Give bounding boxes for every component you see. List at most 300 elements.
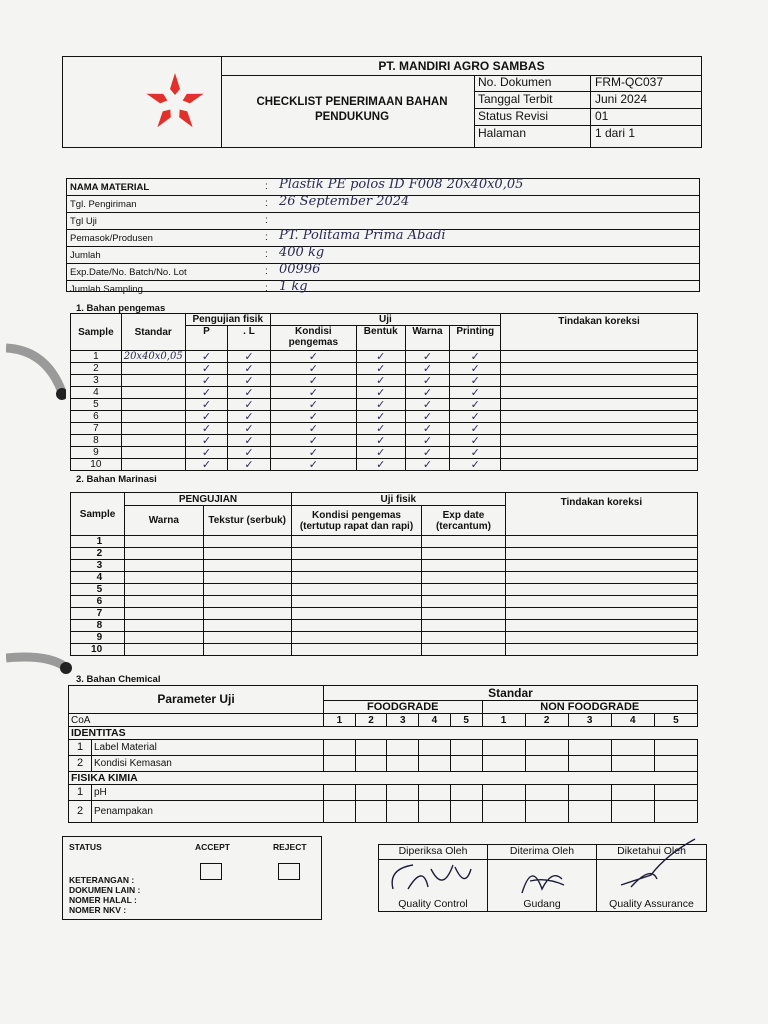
col-tindakan: Tindakan koreksi — [505, 493, 697, 536]
check-mark-icon: ✓ — [185, 447, 228, 459]
check-mark-icon: ✓ — [185, 375, 228, 387]
col-tekstur: Tekstur (serbuk) — [203, 506, 291, 536]
doc-field-label: Tanggal Terbit — [475, 92, 591, 108]
coa-label: CoA — [69, 714, 324, 727]
info-label: Exp.Date/No. Batch/No. Lot — [70, 267, 187, 278]
signature-title: Diterima Oleh — [488, 845, 596, 860]
signature-role: Quality Assurance — [609, 898, 694, 910]
check-mark-icon: ✓ — [270, 399, 356, 411]
table-row — [71, 644, 698, 656]
check-mark-icon: ✓ — [356, 351, 405, 363]
entry-cell[interactable] — [125, 632, 203, 644]
check-mark-icon: ✓ — [228, 459, 271, 471]
check-mark-icon: ✓ — [228, 411, 271, 423]
check-mark-icon: ✓ — [405, 351, 450, 363]
entry-cell[interactable] — [419, 801, 451, 823]
reject-label: REJECT — [273, 842, 307, 852]
col-exp: Exp date (tercantum) — [422, 506, 506, 536]
sample-number: 8 — [71, 435, 122, 447]
info-label: Tgl. Pengiriman — [70, 199, 137, 210]
col-warna: Warna — [405, 326, 450, 351]
dokumen-lain-label: DOKUMEN LAIN : — [69, 885, 141, 895]
standar-value — [121, 423, 185, 435]
check-mark-icon: ✓ — [450, 423, 501, 435]
document-header — [62, 56, 702, 148]
check-mark-icon: ✓ — [270, 411, 356, 423]
check-mark-icon: ✓ — [356, 363, 405, 375]
check-mark-icon: ✓ — [185, 435, 228, 447]
entry-cell[interactable] — [505, 560, 697, 572]
entry-cell[interactable] — [505, 596, 697, 608]
col-standar: Standar — [121, 314, 185, 351]
table-row — [71, 435, 698, 447]
check-mark-icon: ✓ — [405, 399, 450, 411]
sample-number: 7 — [71, 608, 125, 620]
table-row — [71, 632, 698, 644]
doc-field-value: 01 — [595, 109, 609, 123]
check-mark-icon: ✓ — [356, 399, 405, 411]
sample-number: 4 — [71, 572, 125, 584]
check-mark-icon: ✓ — [450, 399, 501, 411]
signature-title: Diketahui Oleh — [597, 845, 706, 860]
check-mark-icon: ✓ — [270, 447, 356, 459]
check-mark-icon: ✓ — [270, 351, 356, 363]
standar-value — [121, 399, 185, 411]
sample-number: 4 — [71, 387, 122, 399]
signature-table — [378, 844, 707, 912]
col-sample: Sample — [71, 314, 122, 351]
entry-cell[interactable] — [422, 632, 506, 644]
check-mark-icon: ✓ — [356, 411, 405, 423]
doc-field-label: Halaman — [475, 126, 591, 148]
entry-cell[interactable] — [324, 756, 356, 772]
entry-cell[interactable] — [355, 740, 387, 756]
entry-cell[interactable] — [654, 740, 697, 756]
table-row — [71, 560, 698, 572]
entry-cell[interactable] — [422, 560, 506, 572]
entry-cell[interactable] — [525, 801, 568, 823]
signature-mark — [512, 859, 572, 897]
check-mark-icon: ✓ — [450, 435, 501, 447]
table-row — [71, 459, 698, 471]
table-row — [71, 423, 698, 435]
col-warna: Warna — [125, 506, 203, 536]
info-label: Jumlah — [70, 250, 101, 261]
entry-cell[interactable] — [125, 584, 203, 596]
col-uji-fisik: Uji fisik — [291, 493, 505, 506]
table-row — [71, 363, 698, 375]
coa-number: 4 — [611, 714, 654, 727]
standar-value — [121, 411, 185, 423]
check-mark-icon: ✓ — [405, 435, 450, 447]
row-number: 1 — [69, 740, 92, 756]
entry-cell[interactable] — [505, 620, 697, 632]
check-mark-icon: ✓ — [450, 447, 501, 459]
doc-field-value: Juni 2024 — [595, 92, 648, 106]
row-label: Kondisi Kemasan — [92, 756, 324, 772]
check-mark-icon: ✓ — [228, 351, 271, 363]
check-mark-icon: ✓ — [450, 351, 501, 363]
entry-cell[interactable] — [654, 801, 697, 823]
tindakan-cell[interactable] — [501, 447, 698, 459]
check-mark-icon: ✓ — [450, 411, 501, 423]
coa-number: 1 — [324, 714, 356, 727]
entry-cell[interactable] — [291, 644, 421, 656]
table-row — [71, 620, 698, 632]
entry-cell[interactable] — [203, 644, 291, 656]
entry-cell[interactable] — [422, 596, 506, 608]
entry-cell[interactable] — [203, 572, 291, 584]
entry-cell[interactable] — [291, 608, 421, 620]
tindakan-cell[interactable] — [501, 387, 698, 399]
info-value: 00996 — [279, 262, 321, 277]
standar-value — [121, 387, 185, 399]
entry-cell[interactable] — [422, 536, 506, 548]
check-mark-icon: ✓ — [356, 387, 405, 399]
entry-cell[interactable] — [355, 801, 387, 823]
entry-cell[interactable] — [203, 620, 291, 632]
row-label: pH — [92, 785, 324, 801]
entry-cell[interactable] — [291, 632, 421, 644]
entry-cell[interactable] — [419, 740, 451, 756]
entry-cell[interactable] — [203, 560, 291, 572]
signature-cell — [597, 845, 706, 911]
entry-cell[interactable] — [505, 584, 697, 596]
coa-number: 3 — [568, 714, 611, 727]
entry-cell[interactable] — [654, 756, 697, 772]
tindakan-cell[interactable] — [501, 399, 698, 411]
row-number: 2 — [69, 756, 92, 772]
entry-cell[interactable] — [387, 785, 419, 801]
tindakan-cell[interactable] — [501, 435, 698, 447]
coa-number: 1 — [482, 714, 525, 727]
table-row — [71, 608, 698, 620]
entry-cell[interactable] — [203, 548, 291, 560]
sample-number: 2 — [71, 363, 122, 375]
sample-number: 5 — [71, 399, 122, 411]
entry-cell[interactable] — [422, 584, 506, 596]
nomer-halal-label: NOMER HALAL : — [69, 895, 137, 905]
entry-cell[interactable] — [387, 740, 419, 756]
entry-cell[interactable] — [505, 536, 697, 548]
coa-number: 5 — [450, 714, 482, 727]
doc-field-label: No. Dokumen — [475, 75, 591, 91]
entry-cell[interactable] — [505, 644, 697, 656]
entry-cell[interactable] — [525, 785, 568, 801]
table-row — [71, 548, 698, 560]
section3-title: 3. Bahan Chemical — [76, 674, 161, 685]
entry-cell[interactable] — [203, 536, 291, 548]
entry-cell[interactable] — [450, 740, 482, 756]
info-value: 26 September 2024 — [279, 194, 410, 209]
standar-value — [121, 363, 185, 375]
reject-checkbox[interactable] — [278, 863, 300, 880]
entry-cell[interactable] — [324, 801, 356, 823]
check-mark-icon: ✓ — [405, 363, 450, 375]
entry-cell[interactable] — [450, 801, 482, 823]
section2-title: 2. Bahan Marinasi — [76, 474, 157, 485]
entry-cell[interactable] — [654, 785, 697, 801]
check-mark-icon: ✓ — [228, 435, 271, 447]
standar-value: 20x40x0,05 — [121, 351, 185, 363]
sample-number: 6 — [71, 411, 122, 423]
check-mark-icon: ✓ — [356, 447, 405, 459]
table-row — [71, 399, 698, 411]
entry-cell[interactable] — [422, 548, 506, 560]
check-mark-icon: ✓ — [228, 375, 271, 387]
tindakan-cell[interactable] — [501, 351, 698, 363]
section1-table — [70, 313, 698, 471]
status-box — [62, 836, 322, 920]
entry-cell[interactable] — [422, 644, 506, 656]
entry-cell[interactable] — [324, 740, 356, 756]
check-mark-icon: ✓ — [270, 387, 356, 399]
info-label: Tgl Uji — [70, 216, 97, 227]
entry-cell[interactable] — [291, 548, 421, 560]
entry-cell[interactable] — [291, 584, 421, 596]
fisika-kimia-label: FISIKA KIMIA — [69, 772, 698, 785]
entry-cell[interactable] — [291, 572, 421, 584]
tindakan-cell[interactable] — [501, 411, 698, 423]
doc-field-label: Status Revisi — [475, 109, 591, 125]
table-row — [71, 387, 698, 399]
entry-cell[interactable] — [568, 785, 611, 801]
entry-cell[interactable] — [505, 548, 697, 560]
signature-cell — [488, 845, 597, 911]
entry-cell[interactable] — [568, 740, 611, 756]
keterangan-label: KETERANGAN : — [69, 875, 135, 885]
entry-cell[interactable] — [482, 785, 525, 801]
signature-role: Gudang — [523, 898, 561, 910]
sample-number: 7 — [71, 423, 122, 435]
check-mark-icon: ✓ — [270, 459, 356, 471]
foodgrade-header: FOODGRADE — [324, 701, 482, 714]
entry-cell[interactable] — [525, 756, 568, 772]
parameter-uji: Parameter Uji — [69, 686, 324, 714]
standar-value — [121, 435, 185, 447]
col-tindakan: Tindakan koreksi — [501, 314, 698, 351]
signature-mark — [611, 835, 701, 895]
coa-number: 5 — [654, 714, 697, 727]
section3-table — [68, 685, 698, 823]
standar-value — [121, 459, 185, 471]
accept-label: ACCEPT — [195, 842, 230, 852]
tindakan-cell[interactable] — [501, 423, 698, 435]
entry-cell[interactable] — [291, 560, 421, 572]
info-value: PT. Politama Prima Abadi — [279, 228, 446, 243]
info-value: Plastik PE polos ID F008 20x40x0,05 — [279, 177, 524, 192]
entry-cell[interactable] — [482, 801, 525, 823]
entry-cell[interactable] — [324, 785, 356, 801]
sample-number: 2 — [71, 548, 125, 560]
sample-number: 5 — [71, 584, 125, 596]
check-mark-icon: ✓ — [270, 363, 356, 375]
sample-number: 3 — [71, 375, 122, 387]
signature-mark — [383, 859, 479, 897]
col-pengujian: PENGUJIAN — [125, 493, 292, 506]
tindakan-cell[interactable] — [501, 363, 698, 375]
check-mark-icon: ✓ — [356, 375, 405, 387]
entry-cell[interactable] — [525, 740, 568, 756]
sample-number: 10 — [71, 459, 122, 471]
check-mark-icon: ✓ — [356, 459, 405, 471]
entry-cell[interactable] — [419, 785, 451, 801]
entry-cell[interactable] — [125, 644, 203, 656]
entry-cell[interactable] — [125, 620, 203, 632]
check-mark-icon: ✓ — [405, 411, 450, 423]
entry-cell[interactable] — [203, 596, 291, 608]
coa-number: 2 — [355, 714, 387, 727]
signature-role: Quality Control — [398, 898, 468, 910]
col-printing: Printing — [450, 326, 501, 351]
entry-cell[interactable] — [568, 801, 611, 823]
col-pengujian-fisik: Pengujian fisik — [185, 314, 270, 326]
table-row — [71, 536, 698, 548]
section1-title: 1. Bahan pengemas — [76, 303, 166, 314]
check-mark-icon: ✓ — [270, 435, 356, 447]
check-mark-icon: ✓ — [450, 363, 501, 375]
identitas-label: IDENTITAS — [69, 727, 698, 740]
sample-number: 10 — [71, 644, 125, 656]
entry-cell[interactable] — [125, 536, 203, 548]
table-row — [71, 447, 698, 459]
tindakan-cell[interactable] — [501, 459, 698, 471]
entry-cell[interactable] — [611, 740, 654, 756]
sample-number: 1 — [71, 351, 122, 363]
entry-cell[interactable] — [387, 801, 419, 823]
check-mark-icon: ✓ — [185, 363, 228, 375]
signature-title: Diperiksa Oleh — [379, 845, 487, 860]
binder-ring-bottom — [6, 628, 76, 678]
entry-cell[interactable] — [611, 801, 654, 823]
check-mark-icon: ✓ — [228, 447, 271, 459]
check-mark-icon: ✓ — [270, 423, 356, 435]
table-row — [71, 411, 698, 423]
entry-cell[interactable] — [355, 785, 387, 801]
info-label: NAMA MATERIAL — [70, 182, 150, 193]
check-mark-icon: ✓ — [185, 351, 228, 363]
entry-cell[interactable] — [125, 560, 203, 572]
check-mark-icon: ✓ — [185, 399, 228, 411]
info-value: 400 kg — [279, 245, 325, 260]
status-label: STATUS — [69, 842, 102, 852]
entry-cell[interactable] — [203, 632, 291, 644]
check-mark-icon: ✓ — [185, 423, 228, 435]
check-mark-icon: ✓ — [228, 423, 271, 435]
entry-cell[interactable] — [125, 572, 203, 584]
entry-cell[interactable] — [482, 756, 525, 772]
check-mark-icon: ✓ — [450, 387, 501, 399]
nomer-nkv-label: NOMER NKV : — [69, 905, 127, 915]
standar-value — [121, 447, 185, 459]
check-mark-icon: ✓ — [228, 363, 271, 375]
sample-number: 6 — [71, 596, 125, 608]
entry-cell[interactable] — [125, 596, 203, 608]
non-foodgrade-header: NON FOODGRADE — [482, 701, 698, 714]
row-label: Penampakan — [92, 801, 324, 823]
entry-cell[interactable] — [203, 584, 291, 596]
coa-number: 2 — [525, 714, 568, 727]
signature-cell — [379, 845, 488, 911]
entry-cell[interactable] — [419, 756, 451, 772]
check-mark-icon: ✓ — [356, 423, 405, 435]
entry-cell[interactable] — [422, 608, 506, 620]
check-mark-icon: ✓ — [405, 447, 450, 459]
entry-cell[interactable] — [291, 536, 421, 548]
table-row — [71, 584, 698, 596]
sample-number: 8 — [71, 620, 125, 632]
info-value: 1 kg — [279, 279, 308, 294]
check-mark-icon: ✓ — [405, 459, 450, 471]
sample-number: 3 — [71, 560, 125, 572]
form-title: CHECKLIST PENERIMAAN BAHAN PENDUKUNG — [256, 96, 448, 123]
col-p: P — [185, 326, 228, 351]
check-mark-icon: ✓ — [405, 423, 450, 435]
doc-fields — [475, 75, 701, 148]
check-mark-icon: ✓ — [270, 375, 356, 387]
check-mark-icon: ✓ — [450, 459, 501, 471]
col-bentuk: Bentuk — [356, 326, 405, 351]
entry-cell[interactable] — [125, 608, 203, 620]
row-number: 1 — [69, 785, 92, 801]
table-row — [71, 375, 698, 387]
entry-cell[interactable] — [422, 572, 506, 584]
entry-cell[interactable] — [125, 548, 203, 560]
sample-number: 9 — [71, 447, 122, 459]
check-mark-icon: ✓ — [405, 387, 450, 399]
table-row — [71, 572, 698, 584]
col-l: . L — [228, 326, 271, 351]
check-mark-icon: ✓ — [228, 399, 271, 411]
entry-cell[interactable] — [450, 756, 482, 772]
check-mark-icon: ✓ — [185, 411, 228, 423]
entry-cell[interactable] — [203, 608, 291, 620]
table-row — [71, 351, 698, 363]
entry-cell[interactable] — [482, 740, 525, 756]
entry-cell[interactable] — [505, 632, 697, 644]
coa-number: 3 — [387, 714, 419, 727]
tindakan-cell[interactable] — [501, 375, 698, 387]
entry-cell[interactable] — [422, 620, 506, 632]
material-info: NAMA MATERIAL : Plastik PE polos ID F008 20x40x0,05 Tgl. Pengiriman : 26 September 2024 Tgl Uji : Pemasok/Produsen : PT. Politama Prima Abadi Jumlah : 400 kg Exp.Date/No. Batch/No. Lot : 00996 Jumlah Sampling : 1 kg — [66, 178, 700, 292]
entry-cell[interactable] — [450, 785, 482, 801]
info-label: Jumlah Sampling — [70, 284, 143, 295]
check-mark-icon: ✓ — [185, 387, 228, 399]
entry-cell[interactable] — [505, 572, 697, 584]
entry-cell[interactable] — [611, 785, 654, 801]
entry-cell[interactable] — [291, 596, 421, 608]
binder-ring-top — [6, 340, 66, 404]
entry-cell[interactable] — [291, 620, 421, 632]
company-name: PT. MANDIRI AGRO SAMBAS — [222, 57, 701, 76]
entry-cell[interactable] — [611, 756, 654, 772]
entry-cell[interactable] — [568, 756, 611, 772]
col-sample: Sample — [71, 493, 125, 536]
entry-cell[interactable] — [387, 756, 419, 772]
doc-field-value: 1 dari 1 — [595, 126, 636, 140]
table-row — [71, 596, 698, 608]
entry-cell[interactable] — [505, 608, 697, 620]
col-kondisi: Kondisi pengemas — [270, 326, 356, 351]
entry-cell[interactable] — [355, 756, 387, 772]
row-label: Label Material — [92, 740, 324, 756]
col-uji: Uji — [270, 314, 500, 326]
accept-checkbox[interactable] — [200, 863, 222, 880]
check-mark-icon: ✓ — [356, 435, 405, 447]
sample-number: 1 — [71, 536, 125, 548]
sample-number: 9 — [71, 632, 125, 644]
info-label: Pemasok/Produsen — [70, 233, 153, 244]
